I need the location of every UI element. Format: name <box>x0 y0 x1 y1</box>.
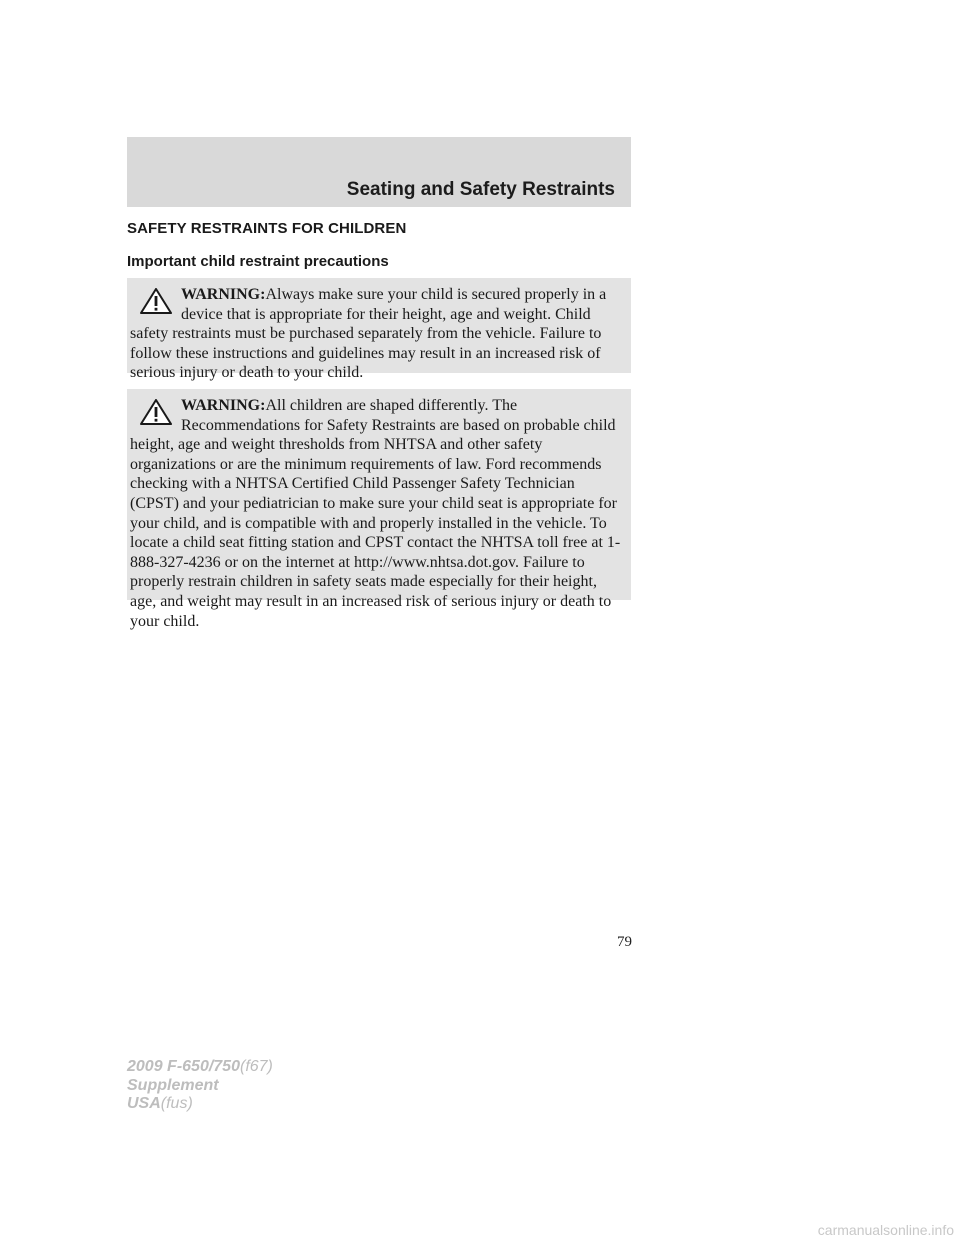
page-header-title: Seating and Safety Restraints <box>346 179 615 200</box>
document-footer <box>127 1058 273 1114</box>
page-number: 79 <box>617 934 632 950</box>
warning-text: All children are shaped differently. The Recommendations for Safety Restraints are based on probable child height, age and weight thresholds from NHTSA and other safety organizations or are the minimum requirements of law. Ford recommends checking with a NHTSA Certified Child Passenger Safety Technician (CPST) and your pediatrician to make sure your child seat is appropriate for your child, and is compatible with and properly installed in the vehicle. To locate a child seat fitting station and CPST contact the NHTSA toll free at 1-888-327-4236 or on the internet at http://www.nhtsa.dot.gov. Failure to properly restrain children in safety seats made especially for their height, age, and weight may result in an increased risk of serious injury or death to your child. <box>130 397 621 630</box>
footer-model: 2009 F-650/750 <box>127 1058 240 1075</box>
section-subtitle: Important child restraint precautions <box>127 253 389 270</box>
warning-triangle-icon <box>140 288 172 314</box>
warning-text: Always make sure your child is secured properly in a device that is appropriate for their height, age and weight. Child safety restraints must be purchased separately from the vehicle. Failure to follow these instructions and guidelines may result in an increased risk of serious injury or death to your child. <box>130 286 607 382</box>
footer-market-code: (fus) <box>160 1095 193 1112</box>
footer-market: USA <box>127 1095 161 1112</box>
footer-line-supplement: Supplement <box>127 1076 219 1094</box>
section-title: SAFETY RESTRAINTS FOR CHILDREN <box>127 220 407 237</box>
footer-line-model <box>127 1058 273 1077</box>
footer-line-market <box>127 1095 273 1114</box>
footer-model-code: (f67) <box>239 1058 273 1075</box>
warning-triangle-icon <box>140 399 172 425</box>
page-header-band <box>127 137 631 207</box>
warning-label: WARNING: <box>181 397 266 414</box>
watermark: carmanualsonline.info <box>817 1222 954 1238</box>
warning-box-2 <box>127 389 631 630</box>
warning-label: WARNING: <box>181 286 266 303</box>
warning-box-1 <box>127 278 631 382</box>
